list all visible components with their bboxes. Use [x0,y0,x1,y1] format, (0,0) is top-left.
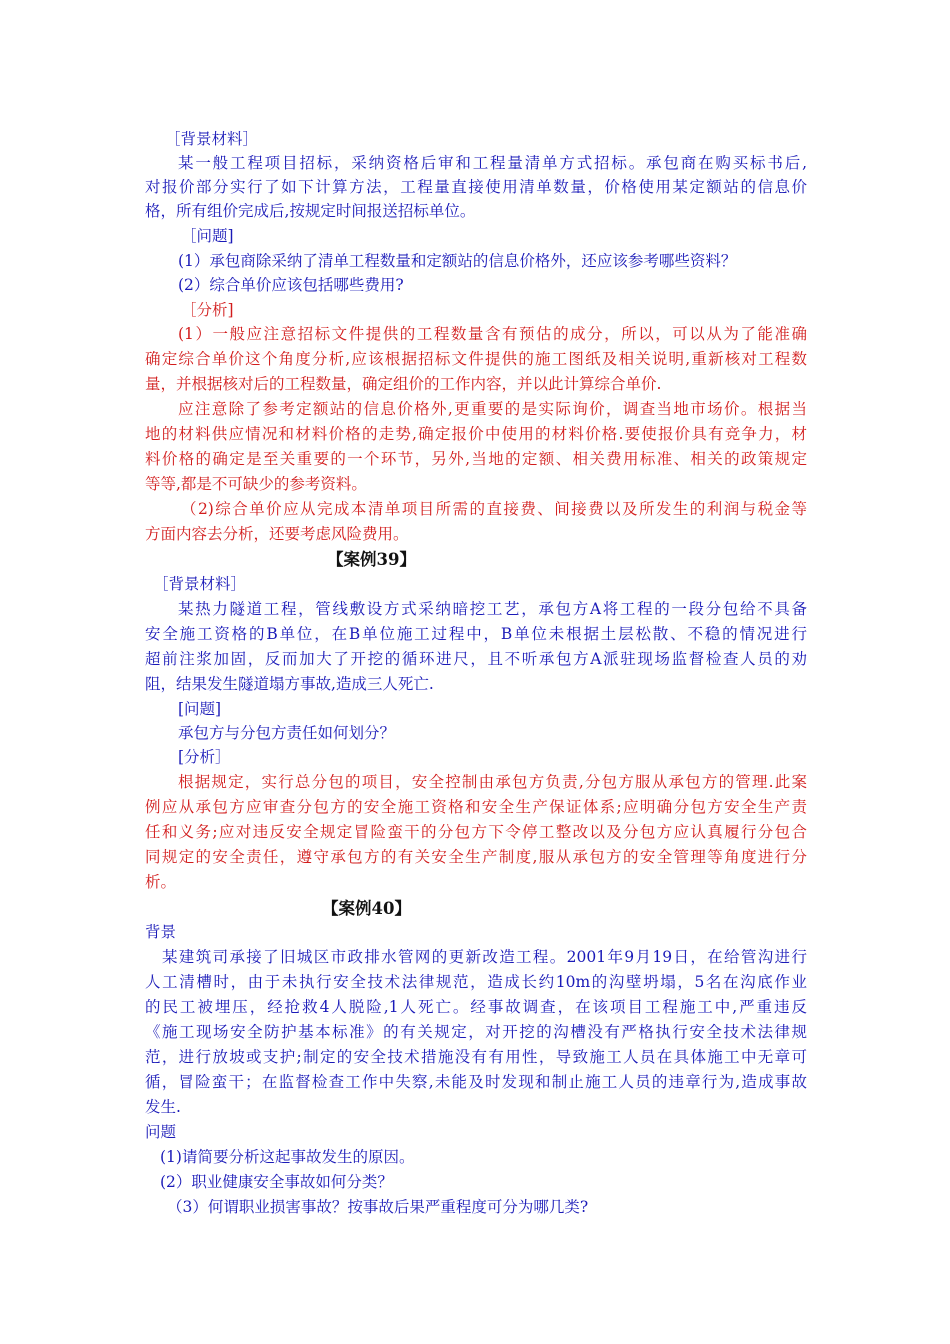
text-line: 《施工现场安全防护基本标准》的有关规定，对开挖的沟槽没有严格执行安全技术法律规 [145,1023,807,1041]
text-line: 承包方与分包方责任如何划分？ [178,724,396,742]
text-line: 的民工被埋压，经抢救4人脱险,1人死亡。经事故调查，在该项目工程施工中,严重违反 [145,998,807,1016]
text-line: 某建筑司承接了旧城区市政排水管网的更新改造工程。2001年9月19日，在给管沟进行 [162,948,807,966]
text-line: ［背景材料］ [153,575,247,593]
text-line: 料价格的确定是至关重要的一个环节，另外,当地的定额、相关费用标准、相关的政策规定 [145,450,807,468]
text-line: (1）承包商除采纳了清单工程数量和定额站的信息价格外，还应该参考哪些资料？ [178,252,737,270]
text-line: [分析］ [178,748,231,766]
text-line: （2)综合单价应从完成本清单项目所需的直接费、间接费以及所发生的利润与税金等 [181,500,807,518]
text-line: 阻，结果发生隧道塌方事故,造成三人死亡. [145,675,434,693]
text-line: ［分析] [181,301,234,319]
text-line: ［背景材料］ [165,130,259,148]
text-line: 超前注浆加固，反而加大了开挖的循环进尺，且不听承包方A派驻现场监督检查人员的劝 [145,650,807,668]
case-heading: 【案例40】 [322,899,411,918]
text-line: (1）一般应注意招标文件提供的工程数量含有预估的成分，所以，可以从为了能准确 [178,325,807,343]
text-line: (2）职业健康安全事故如何分类？ [160,1173,393,1191]
text-line: 某热力隧道工程，管线敷设方式采纳暗挖工艺，承包方A将工程的一段分包给不具备 [178,600,807,618]
text-line: 地的材料供应情况和材料价格的走势,确定报价中使用的材料价格.要使报价具有竞争力，材 [145,425,807,443]
text-line: (1)请简要分析这起事故发生的原因。 [160,1148,415,1166]
text-line: 例应从承包方应审查分包方的安全施工资格和安全生产保证体系;应明确分包方安全生产责 [145,798,807,816]
text-line: 范，进行放坡或支护;制定的安全技术措施没有有用性，导致施工人员在具体施工中无章可 [145,1048,807,1066]
text-line: 等等,都是不可缺少的参考资料。 [145,475,367,493]
text-line: (2）综合单价应该包括哪些费用? [178,276,404,294]
text-line: 问题 [145,1123,177,1141]
text-line: 格，所有组价完成后,按规定时间报送招标单位。 [145,202,476,220]
text-line: [问题] [178,700,222,718]
text-line: 对报价部分实行了如下计算方法，工程量直接使用清单数量，价格使用某定额站的信息价 [145,178,807,196]
text-line: 确定综合单价这个角度分析,应该根据招标文件提供的施工图纸及相关说明,重新核对工程数 [145,350,807,368]
text-line: 安全施工资格的B单位，在B单位施工过程中，B单位未根据土层松散、不稳的情况进行 [145,625,807,643]
text-line: 背景 [145,923,177,941]
case-heading: 【案例39】 [327,550,416,569]
text-line: 根据规定，实行总分包的项目，安全控制由承包方负责,分包方服从承包方的管理.此案 [178,773,807,791]
text-line: 某一般工程项目招标，采纳资格后审和工程量清单方式招标。承包商在购买标书后, [178,154,807,172]
text-line: （3）何谓职业损害事故？按事故后果严重程度可分为哪几类? [167,1198,589,1216]
text-line: 同规定的安全责任，遵守承包方的有关安全生产制度,服从承包方的安全管理等角度进行分 [145,848,807,866]
text-line: 应注意除了参考定额站的信息价格外,更重要的是实际询价，调查当地市场价。根据当 [178,400,807,418]
text-line: ［问题] [181,227,234,245]
text-line: 任和义务;应对违反安全规定冒险蛮干的分包方下令停工整改以及分包方应认真履行分包合 [145,823,807,841]
text-line: 方面内容去分析，还要考虑风险费用。 [145,525,409,543]
text-line: 循，冒险蛮干；在监督检查工作中失察,未能及时发现和制止施工人员的违章行为,造成事故 [145,1073,807,1091]
text-line: 析。 [145,873,177,891]
text-line: 发生. [145,1098,181,1116]
text-line: 量，并根据核对后的工程数量，确定组价的工作内容，并以此计算综合单价. [145,375,662,393]
text-line: 人工清槽时，由于未执行安全技术法律规范，造成长约10m的沟壁坍塌，5名在沟底作业 [145,973,807,991]
